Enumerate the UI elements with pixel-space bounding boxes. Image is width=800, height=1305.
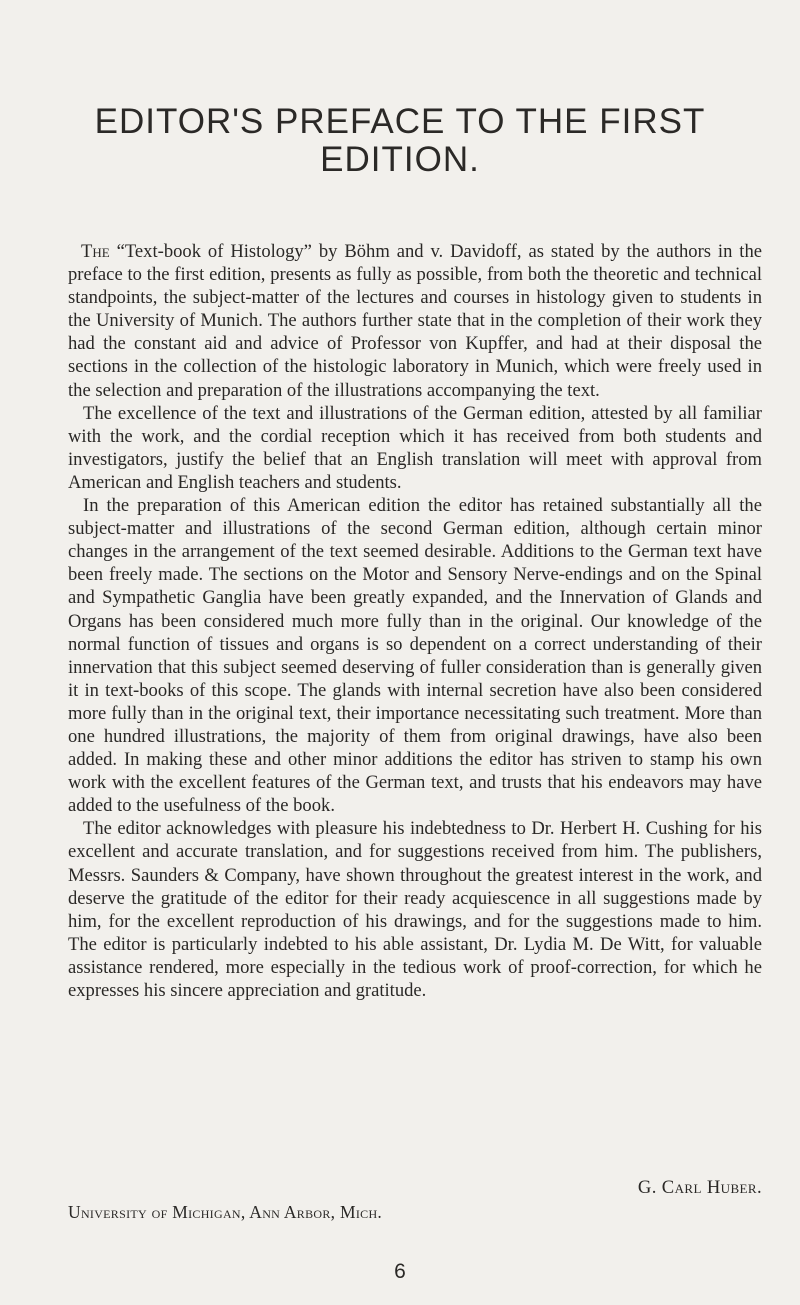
page-title <box>0 103 800 179</box>
preface-body <box>68 240 762 1002</box>
paragraph-2: The excellence of the text and illustrations of the German edition, attested by all familiar with the work, and the cordial reception which it has received from both students and investigators, justify the belief that an English translation will meet with approval from American and English teachers and students. <box>68 402 762 493</box>
paragraph-1-leadin: The <box>81 241 110 262</box>
paragraph-1-text: “Text-book of Histology” by Böhm and v. Davidoff, as stated by the authors in the preface to the first edition, presents as fully as possible, from both the theoretic and technical standpoints, the subject-matter of the lectures and courses in histology given to students in the University of Munich. The authors further state that in the completion of their work they had the constant aid and advice of Professor von Kupffer, and had at their disposal the sections in the collection of the histologic laboratory in Munich, which were freely used in the selection and preparation of the illustrations accompanying the text. <box>68 241 762 401</box>
institution-place: University of Michigan, Ann Arbor, Mich. <box>68 1202 383 1222</box>
paragraph-1 <box>68 240 762 402</box>
title-line-1: EDITOR'S PREFACE TO THE FIRST <box>94 102 706 141</box>
editor-signature: G. Carl Huber. <box>637 1177 762 1198</box>
paragraph-3: In the preparation of this American edition the editor has retained substantially all the subject-matter and illustrations of the second German edition, although certain minor changes in the arrangement of the text seemed desirable. Additions to the German text have been freely made. The sections on the Motor and Sensory Nerve-endings and on the Spinal and Sympathetic Ganglia have been greatly expanded, and the Innervation of Glands and Organs has been considered much more fully than in the original. Our knowledge of the normal function of tissues and organs is so dependent on a correct understanding of their innervation that this subject seemed deserving of fuller consideration than is generally given it in text-books of this scope. The glands with internal secretion have also been considered more fully than in the original text, their importance necessitating such treatment. More than one hundred illustrations, the majority of them from original drawings, have also been added. In making these and other minor additions the editor has striven to stamp his own work with the excellent features of the German text, and trusts that his endeavors may have added to the usefulness of the book. <box>68 495 762 817</box>
title-line-2: EDITION. <box>320 140 480 179</box>
page-number: 6 <box>394 1260 406 1283</box>
paragraph-4: The editor acknowledges with pleasure his indebtedness to Dr. Herbert H. Cushing for his excellent and accurate translation, and for suggestions received from him. The publishers, Messrs. Saunders & Company, have shown throughout the greatest interest in the work, and deserve the gratitude of the editor for their ready acquiescence in all suggestions made by him, for the excellent reproduction of his drawings, and for the suggestions made to him. The editor is particularly indebted to his able assistant, Dr. Lydia M. De Witt, for valuable assistance rendered, more especially in the tedious work of proof-correction, for which he expresses his sincere appreciation and gratitude. <box>68 818 762 1001</box>
